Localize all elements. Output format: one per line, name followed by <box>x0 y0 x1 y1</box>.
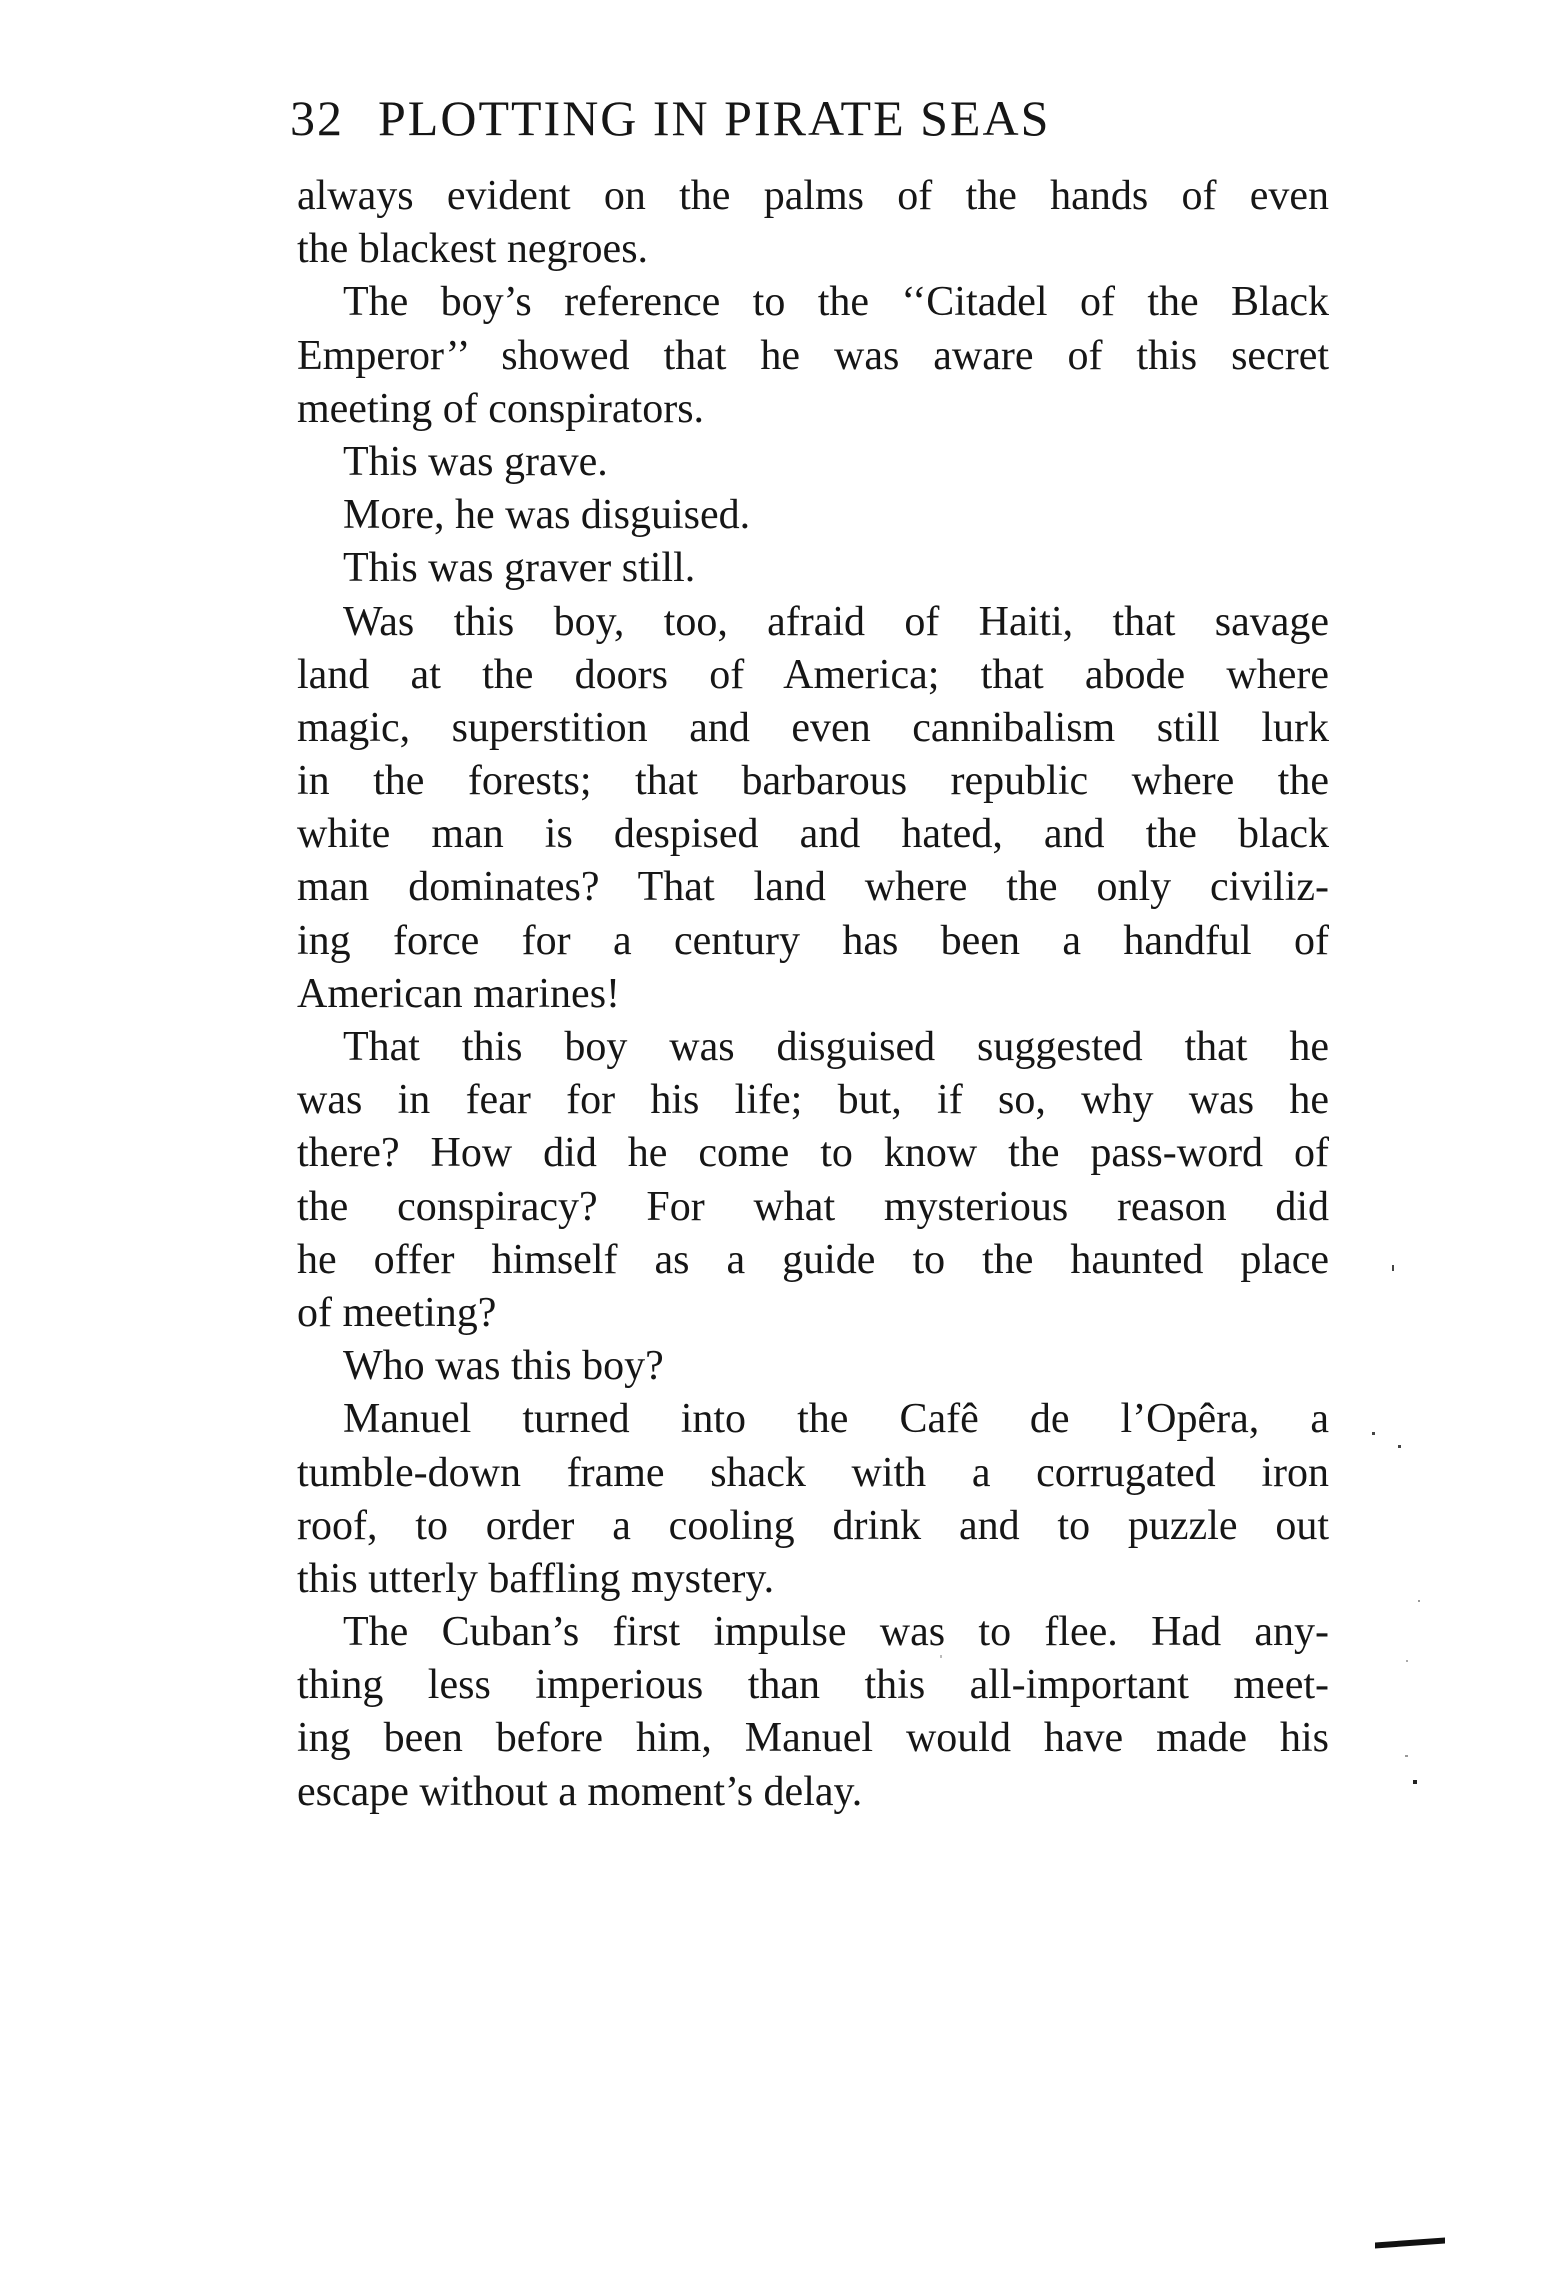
scan-speck <box>1398 1445 1401 1448</box>
text-line: man dominates? That land where the only civiliz- <box>297 864 1329 911</box>
text-line: this utterly baffling mystery. <box>297 1555 775 1602</box>
scan-speck <box>1405 1755 1408 1757</box>
text-line: The boy’s reference to the ‘‘Citadel of the Black <box>343 279 1329 326</box>
text-line: of meeting? <box>297 1289 497 1336</box>
text-line: More, he was disguised. <box>343 492 751 539</box>
running-head <box>290 86 1240 150</box>
text-line: Was this boy, too, afraid of Haiti, that savage <box>343 598 1329 645</box>
text-line: roof, to order a cooling drink and to puzzle out <box>297 1502 1329 1549</box>
text-line: the blackest negroes. <box>297 226 649 273</box>
text-line: meeting of conspirators. <box>297 385 705 432</box>
text-line: That this boy was disguised suggested that he <box>343 1024 1329 1070</box>
text-line: he offer himself as a guide to the haunted place <box>297 1236 1329 1283</box>
scan-speck <box>1418 1600 1420 1602</box>
scan-speck <box>940 1655 942 1658</box>
body-text <box>297 170 1329 1819</box>
running-title: PLOTTING IN PIRATE SEAS <box>378 90 1051 146</box>
text-line: Manuel turned into the Cafê de l’Opêra, a <box>343 1396 1329 1443</box>
scan-speck <box>1406 1660 1408 1662</box>
text-line: thing less imperious than this all-important meet- <box>297 1662 1329 1709</box>
scan-speck <box>1392 1265 1394 1271</box>
text-line: white man is despised and hated, and the black <box>297 811 1329 858</box>
text-line: there? How did he come to know the pass-word of <box>297 1130 1329 1177</box>
text-line: Emperor’’ showed that he was aware of this secret <box>297 332 1329 379</box>
text-line: Who was this boy? <box>343 1343 664 1390</box>
text-line: tumble-down frame shack with a corrugated iron <box>297 1449 1329 1496</box>
text-line: This was grave. <box>343 438 608 485</box>
text-line: the conspiracy? For what mysterious reason did <box>297 1183 1329 1230</box>
text-line: ing force for a century has been a handful of <box>297 917 1329 964</box>
text-line: was in fear for his life; but, if so, why was he <box>297 1077 1329 1124</box>
text-line: always evident on the palms of the hands of even <box>297 173 1329 219</box>
text-line: American marines! <box>297 970 621 1017</box>
text-line: This was graver still. <box>343 545 696 592</box>
text-line: land at the doors of America; that abode where <box>297 651 1329 698</box>
text-line: The Cuban’s first impulse was to flee. Had any- <box>343 1609 1329 1656</box>
scan-speck <box>1413 1780 1417 1784</box>
text-line: in the forests; that barbarous republic where the <box>297 758 1329 805</box>
text-line: magic, superstition and even cannibalism still lurk <box>297 704 1329 751</box>
text-line: escape without a moment’s delay. <box>297 1768 863 1815</box>
scan-edge-mark <box>1375 2238 1445 2249</box>
text-line: ing been before him, Manuel would have made his <box>297 1715 1329 1762</box>
page-number: 32 <box>290 90 344 146</box>
scan-speck <box>1372 1432 1375 1435</box>
